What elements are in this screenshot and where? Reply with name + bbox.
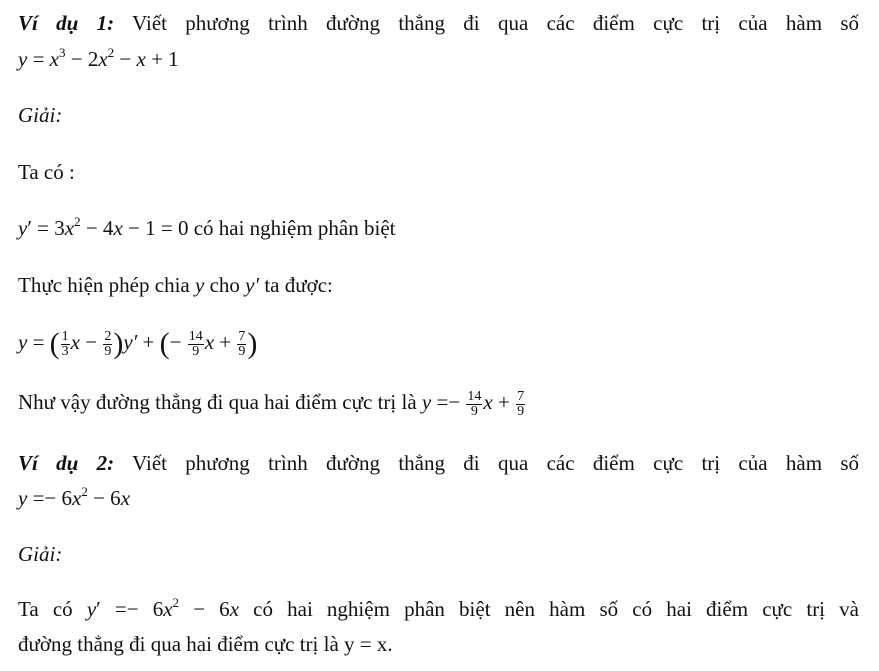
example2-label: Ví dụ 2: <box>18 451 115 475</box>
example2-prompt: Viết phương trình đường thẳng đi qua các điểm cực trị của hàm số <box>132 451 860 475</box>
fraction: $\frac{14}{9}$ <box>467 388 482 419</box>
fraction: $\frac{2}{9}$ <box>104 328 112 359</box>
example2-heading <box>18 450 859 476</box>
example2-solution-label: Giải: <box>18 542 63 566</box>
example2-function: $y =- 6x^2 - 6x$ <box>18 484 131 510</box>
example1-conclusion: Như vậy đường thẳng đi qua hai điểm cực trị là y =− $\frac{14}{9}$ x + $\frac{7}{9}$ <box>18 388 525 419</box>
example1-derivative: $y' = 3x^2 - 4x - 1 = 0$ có hai nghiệm phân biệt <box>18 214 396 240</box>
example2-answer-line2: đường thẳng đi qua hai điểm cực trị là y = x. <box>18 632 393 656</box>
example1-ta-co: Ta có : <box>18 160 75 184</box>
example1-prompt: Viết phương trình đường thẳng đi qua các điểm cực trị của hàm số <box>132 11 860 35</box>
fraction: $\frac{7}{9}$ <box>517 388 525 419</box>
fraction: $\frac{14}{9}$ <box>188 328 203 359</box>
example1-heading <box>18 10 859 36</box>
example1-function: $y = x^3 - 2x^2 - x + 1$ <box>18 45 179 71</box>
example1-division: y = ( $\frac{1}{3}$ x − $\frac{2}{9}$ )y′ + (− $\frac{14}{9}$ x + $\frac{7}{9}$ ) <box>18 327 258 361</box>
example1-division-text: Thực hiện phép chia y cho y′ ta được: <box>18 273 333 297</box>
fraction: $\frac{7}{9}$ <box>238 328 246 359</box>
fraction: $\frac{1}{3}$ <box>61 328 69 359</box>
example1-solution-label: Giải: <box>18 103 63 127</box>
example1-label: Ví dụ 1: <box>18 11 115 35</box>
example2-answer-line1: Ta có $y' =- 6x^2 - 6x$ có hai nghiệm phân biệt nên hàm số có hai điểm cực trị và <box>18 595 859 621</box>
